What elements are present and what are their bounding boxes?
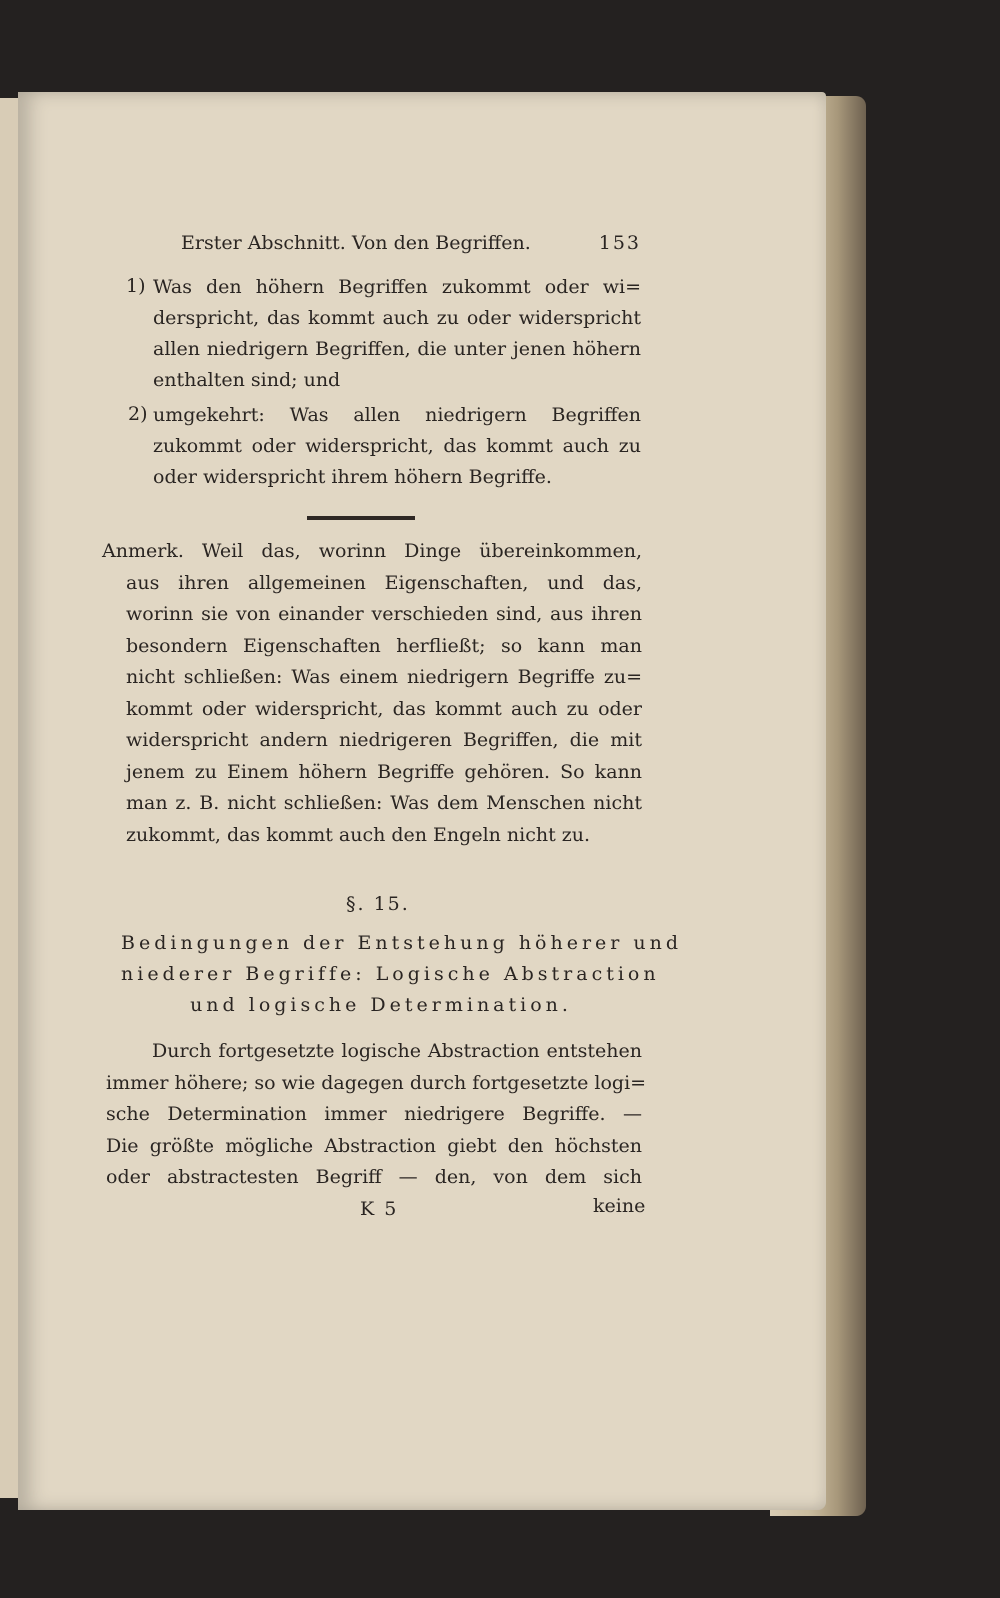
signature-mark: K 5 (360, 1198, 399, 1220)
text-line: zukommt, das kommt auch den Engeln nicht zu. (126, 823, 591, 846)
text-line: immer höhere; so wie dagegen durch fortgesetzte logi= (106, 1071, 647, 1094)
text-line: man z. B. nicht schließen: Was dem Menschen nicht (126, 792, 642, 814)
separator-rule (307, 516, 415, 520)
text-line: besondern Eigenschaften herfließt; so kann man (126, 634, 642, 657)
heading-line: niederer Begriffe: Logische Abstraction (121, 963, 660, 985)
text-line: worinn sie von einander verschieden sind, aus ihren (126, 603, 642, 625)
text-line: Anmerk. Weil das, worinn Dinge übereinkommen, (102, 540, 642, 562)
rule-2-text (153, 400, 641, 493)
text-line: allen niedrigern Begriffen, die unter jenen höhern (153, 338, 641, 360)
text-line: sche Determination immer niedrigere Begriffe. — (106, 1103, 642, 1125)
running-head-title: Erster Abschnitt. Von den Begriffen. (181, 232, 531, 254)
rule-1-label: 1) (126, 275, 146, 297)
section-heading (121, 928, 683, 1021)
heading-line: und logische Determination. (190, 994, 572, 1016)
text-line: zukommt oder widerspricht, das kommt auch zu (153, 435, 641, 457)
catchword: keine (593, 1195, 646, 1217)
body-paragraph (106, 1036, 647, 1194)
text-line: oder abstractesten Begriff — den, von dem sich (106, 1166, 642, 1188)
running-head (181, 232, 641, 254)
text-line: jenem zu Einem höhern Begriffe gehören. So kann (126, 760, 642, 783)
section-number: §. 15. (346, 893, 410, 915)
text-line: nicht schließen: Was einem niedrigern Begriffe zu= (126, 666, 642, 688)
text-line: derspricht, das kommt auch zu oder widerspricht (153, 307, 641, 329)
book-page (18, 92, 826, 1510)
text-line: umgekehrt: Was allen niedrigern Begriffen (153, 404, 641, 426)
text-line: widerspricht andern niedrigeren Begriffen, die mit (126, 729, 642, 751)
heading-line: Bedingungen der Entstehung höherer und (121, 932, 683, 954)
text-line: Die größte mögliche Abstraction giebt den höchsten (106, 1134, 642, 1157)
text-line: kommt oder widerspricht, das kommt auch zu oder (126, 697, 642, 720)
text-line: Was den höhern Begriffen zukommt oder wi= (153, 276, 641, 298)
text-line: aus ihren allgemeinen Eigenschaften, und das, (126, 571, 642, 594)
rule-2-label: 2) (128, 403, 148, 425)
page-number: 153 (598, 232, 641, 254)
text-line: oder widerspricht ihrem höhern Begriffe. (153, 466, 552, 488)
rule-1-text (153, 272, 641, 396)
left-page-edge (0, 98, 20, 1498)
text-line: enthalten sind; und (153, 369, 341, 391)
text-line: Durch fortgesetzte logische Abstraction entstehen (152, 1040, 642, 1062)
remark-block (102, 536, 642, 851)
